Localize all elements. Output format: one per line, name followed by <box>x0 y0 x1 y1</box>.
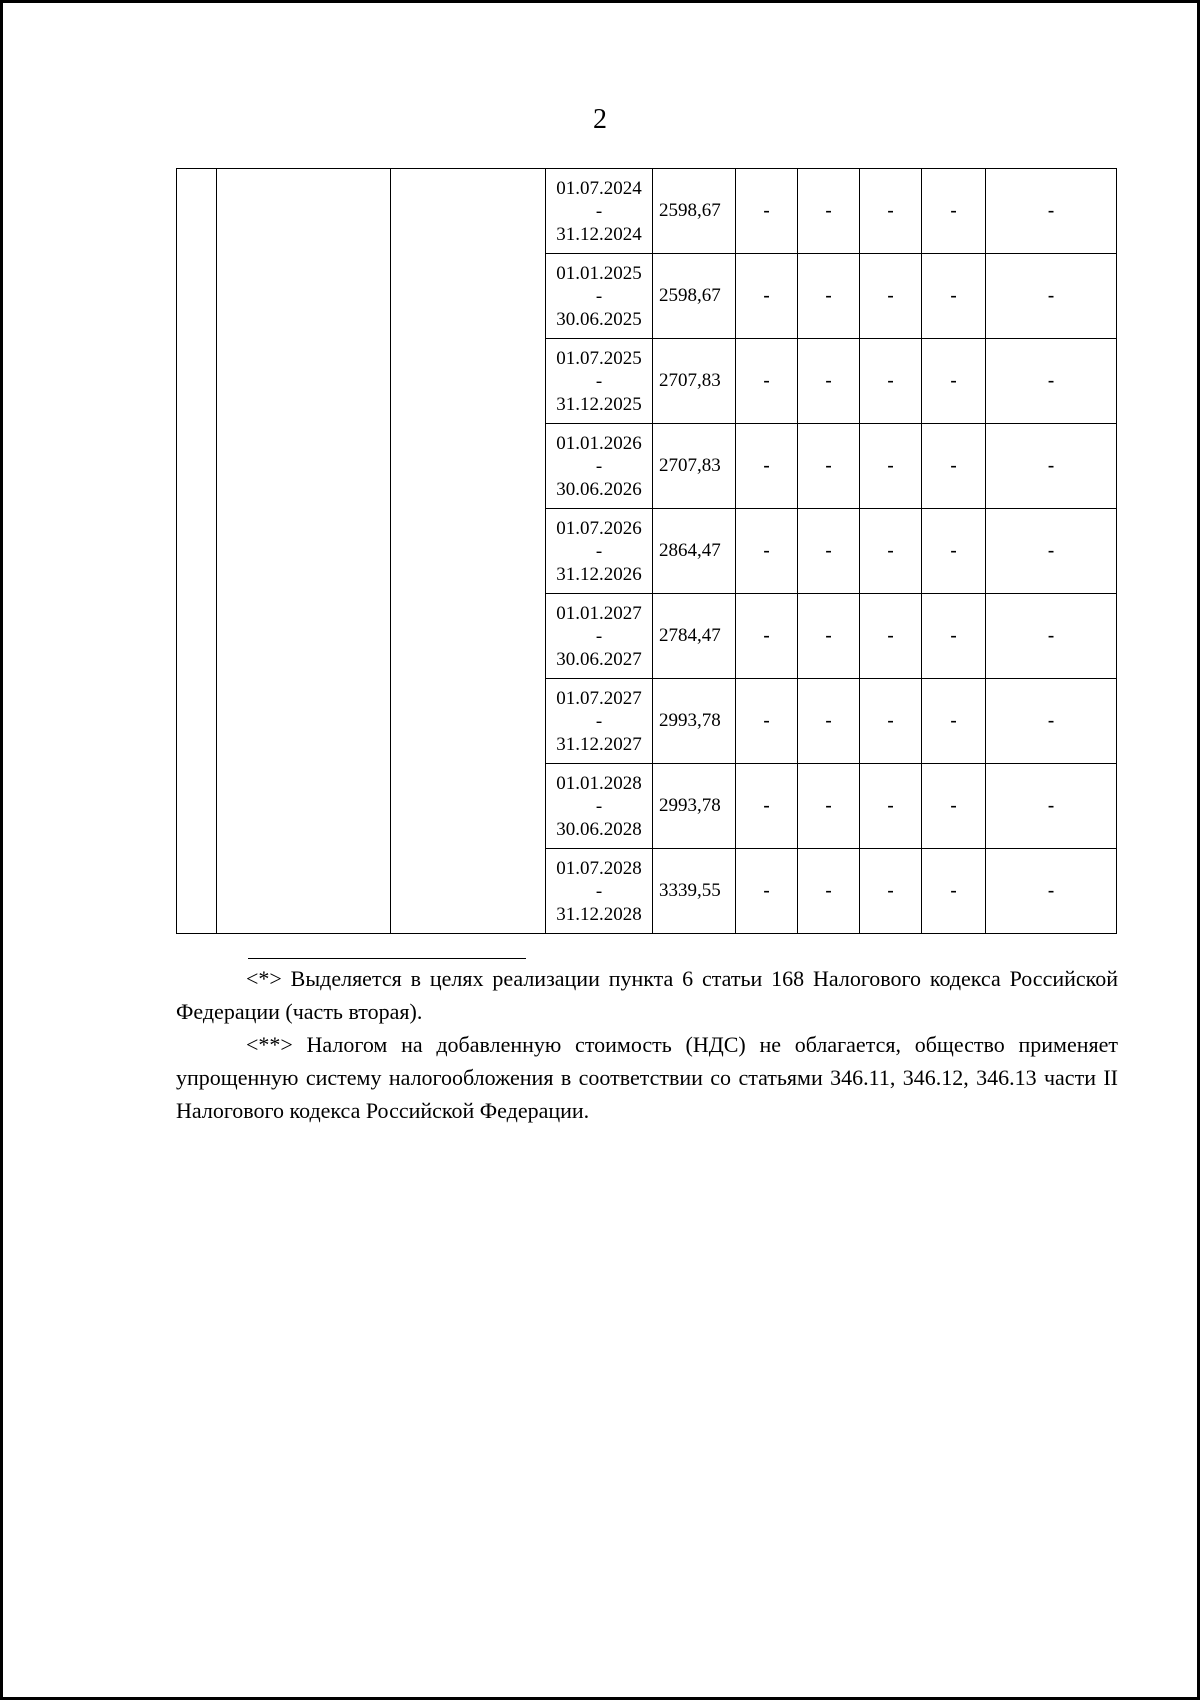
tariff-value-cell: 2993,78 <box>653 764 736 849</box>
dash-cell: - <box>798 594 860 679</box>
tariff-value-cell: 2598,67 <box>653 169 736 254</box>
tariff-value-cell: 2864,47 <box>653 509 736 594</box>
dash-cell: - <box>736 339 798 424</box>
dash-cell: - <box>986 424 1117 509</box>
merged-column-cell <box>177 849 217 934</box>
dash-cell: - <box>860 764 922 849</box>
tariff-value-cell: 2707,83 <box>653 339 736 424</box>
dash-cell: - <box>736 594 798 679</box>
merged-column-cell <box>177 764 217 849</box>
dash-cell: - <box>986 339 1117 424</box>
table-row <box>177 339 1117 424</box>
period-separator: - <box>595 285 603 307</box>
dash-cell: - <box>986 509 1117 594</box>
dash-cell: - <box>986 169 1117 254</box>
period-separator: - <box>595 370 603 392</box>
merged-column-cell <box>391 339 546 424</box>
tariff-table-body <box>177 169 1117 934</box>
merged-column-cell <box>177 594 217 679</box>
footnote-separator <box>248 958 526 959</box>
period-cell <box>546 849 653 934</box>
footnotes <box>176 962 1118 1127</box>
merged-column-cell <box>217 594 391 679</box>
merged-column-cell <box>391 509 546 594</box>
dash-cell: - <box>860 509 922 594</box>
period-end: 31.12.2028 <box>556 903 642 925</box>
dash-cell: - <box>860 679 922 764</box>
merged-column-cell <box>177 254 217 339</box>
dash-cell: - <box>922 169 986 254</box>
dash-cell: - <box>922 679 986 764</box>
merged-column-cell <box>217 339 391 424</box>
page-number: 2 <box>593 104 607 135</box>
table-row <box>177 169 1117 254</box>
period-start: 01.07.2024 <box>556 177 642 199</box>
dash-cell: - <box>922 339 986 424</box>
period-separator: - <box>595 200 603 222</box>
merged-column-cell <box>391 424 546 509</box>
dash-cell: - <box>986 254 1117 339</box>
period-separator: - <box>595 795 603 817</box>
merged-column-cell <box>217 424 391 509</box>
table-row <box>177 849 1117 934</box>
merged-column-cell <box>391 679 546 764</box>
period-start: 01.01.2026 <box>556 432 642 454</box>
period-end: 31.12.2026 <box>556 563 642 585</box>
period-end: 30.06.2028 <box>556 818 642 840</box>
dash-cell: - <box>860 254 922 339</box>
dash-cell: - <box>922 594 986 679</box>
period-cell <box>546 509 653 594</box>
period-separator: - <box>595 625 603 647</box>
dash-cell: - <box>798 339 860 424</box>
dash-cell: - <box>860 339 922 424</box>
period-cell <box>546 254 653 339</box>
merged-column-cell <box>217 169 391 254</box>
tariff-value-cell: 2993,78 <box>653 679 736 764</box>
period-end: 31.12.2027 <box>556 733 642 755</box>
merged-column-cell <box>391 849 546 934</box>
dash-cell: - <box>736 849 798 934</box>
dash-cell: - <box>986 594 1117 679</box>
dash-cell: - <box>922 764 986 849</box>
tariff-value-cell: 2707,83 <box>653 424 736 509</box>
dash-cell: - <box>736 254 798 339</box>
period-start: 01.01.2027 <box>556 602 642 624</box>
table-row <box>177 679 1117 764</box>
period-cell <box>546 169 653 254</box>
dash-cell: - <box>798 849 860 934</box>
tariff-value-cell: 2784,47 <box>653 594 736 679</box>
period-separator: - <box>595 710 603 732</box>
merged-column-cell <box>177 424 217 509</box>
dash-cell: - <box>860 849 922 934</box>
merged-column-cell <box>391 169 546 254</box>
dash-cell: - <box>798 424 860 509</box>
merged-column-cell <box>177 509 217 594</box>
table-row <box>177 254 1117 339</box>
table-row <box>177 424 1117 509</box>
footnote-1: <*> Выделяется в целях реализации пункта 6 статьи 168 Налогового кодекса Российской Федерации (часть вторая). <box>176 966 1118 1024</box>
merged-column-cell <box>177 339 217 424</box>
dash-cell: - <box>922 254 986 339</box>
merged-column-cell <box>217 764 391 849</box>
tariff-value-cell: 2598,67 <box>653 254 736 339</box>
merged-column-cell <box>217 254 391 339</box>
dash-cell: - <box>798 764 860 849</box>
dash-cell: - <box>736 509 798 594</box>
table-row <box>177 594 1117 679</box>
merged-column-cell <box>217 679 391 764</box>
period-cell <box>546 339 653 424</box>
period-separator: - <box>595 455 603 477</box>
dash-cell: - <box>736 679 798 764</box>
period-end: 30.06.2025 <box>556 308 642 330</box>
period-separator: - <box>595 540 603 562</box>
tariff-table <box>176 168 1117 934</box>
merged-column-cell <box>177 679 217 764</box>
dash-cell: - <box>798 254 860 339</box>
dash-cell: - <box>922 509 986 594</box>
merged-column-cell <box>217 849 391 934</box>
period-separator: - <box>595 880 603 902</box>
period-start: 01.07.2027 <box>556 687 642 709</box>
dash-cell: - <box>986 849 1117 934</box>
dash-cell: - <box>736 169 798 254</box>
dash-cell: - <box>986 679 1117 764</box>
dash-cell: - <box>798 509 860 594</box>
merged-column-cell <box>217 509 391 594</box>
merged-column-cell <box>177 169 217 254</box>
period-end: 31.12.2025 <box>556 393 642 415</box>
period-start: 01.01.2028 <box>556 772 642 794</box>
dash-cell: - <box>798 169 860 254</box>
dash-cell: - <box>736 424 798 509</box>
period-end: 30.06.2026 <box>556 478 642 500</box>
merged-column-cell <box>391 254 546 339</box>
period-start: 01.01.2025 <box>556 262 642 284</box>
dash-cell: - <box>860 424 922 509</box>
period-cell <box>546 594 653 679</box>
period-start: 01.07.2028 <box>556 857 642 879</box>
period-cell <box>546 679 653 764</box>
tariff-value-cell: 3339,55 <box>653 849 736 934</box>
dash-cell: - <box>798 679 860 764</box>
period-cell <box>546 424 653 509</box>
footnote-2: <**> Налогом на добавленную стоимость (НДС) не облагается, общество применяет упрощенную систему налогообложения в соответствии со статьями 346.11, 346.12, 346.13 части II Налогового кодекса Российской Федерации. <box>176 1032 1118 1123</box>
merged-column-cell <box>391 764 546 849</box>
period-cell <box>546 764 653 849</box>
dash-cell: - <box>922 424 986 509</box>
table-row <box>177 764 1117 849</box>
period-end: 30.06.2027 <box>556 648 642 670</box>
dash-cell: - <box>922 849 986 934</box>
dash-cell: - <box>736 764 798 849</box>
dash-cell: - <box>986 764 1117 849</box>
table-row <box>177 509 1117 594</box>
period-end: 31.12.2024 <box>556 223 642 245</box>
dash-cell: - <box>860 169 922 254</box>
period-start: 01.07.2025 <box>556 347 642 369</box>
dash-cell: - <box>860 594 922 679</box>
period-start: 01.07.2026 <box>556 517 642 539</box>
merged-column-cell <box>391 594 546 679</box>
